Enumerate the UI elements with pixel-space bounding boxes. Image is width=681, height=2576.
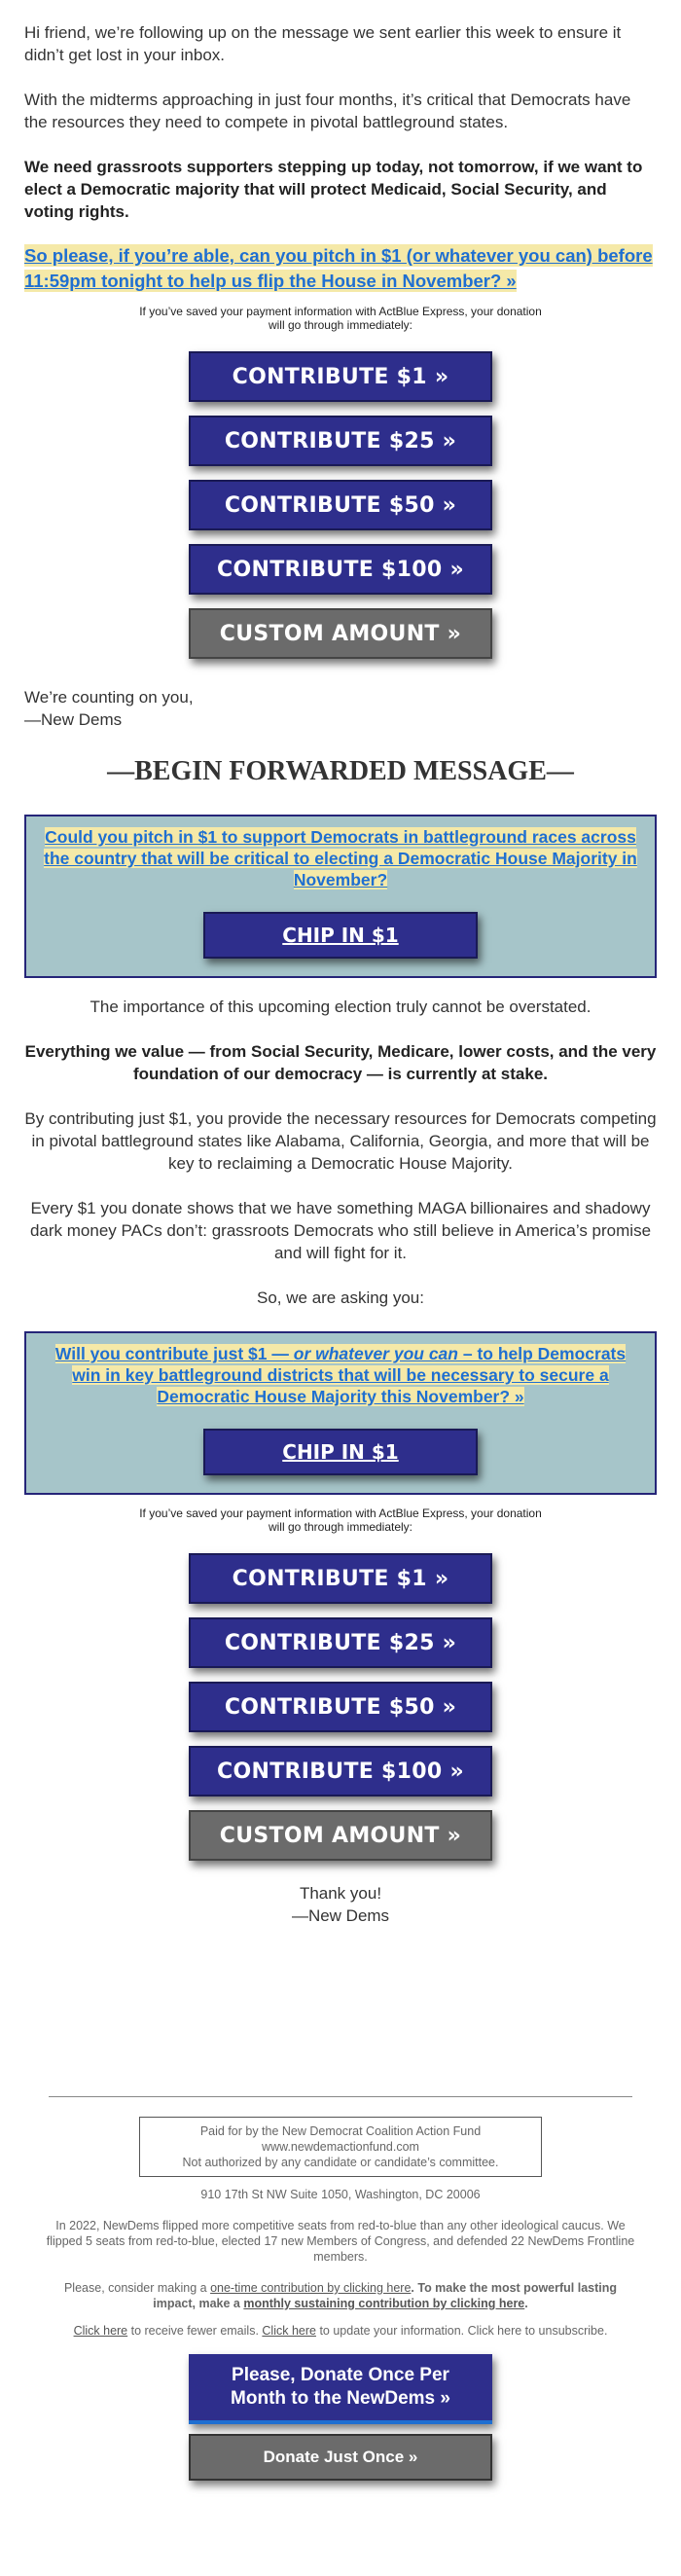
email-body	[0, 21, 681, 2481]
intro-paragraph-1: Hi friend, we’re following up on the message we sent earlier this week to ensure it didn’t get lost in your inbox.	[24, 23, 622, 64]
contribute-buttons-top	[24, 351, 657, 672]
express-note	[24, 305, 657, 332]
intro-link-paragraph	[24, 244, 657, 295]
express-note-2	[24, 1506, 657, 1534]
footer-about: In 2022, NewDems flipped more competitive seats from red-to-blue than any other ideological caucus. We flipped 5 seats from red-to-blue, elected 17 new Members of Congress, and defended 22 NewDems Frontline members.	[46, 2219, 635, 2264]
donate-once-button[interactable]: Donate Just Once »	[189, 2434, 492, 2481]
callout-box-2-link-part-2: – to help Democrats win in key battleground districts that will be necessary to secure a Democratic House Majority this November? »	[72, 1344, 627, 1406]
callout-box-1-link[interactable]: Could you pitch in $1 to support Democrats in battleground races across the country that will be critical to electing a Democratic House Majority in November?	[44, 827, 637, 889]
signoff-2-line-2: —New Dems	[291, 1906, 390, 1925]
fewer-emails-link[interactable]: Click here	[73, 2324, 128, 2338]
signoff-line-1: We’re counting on you,	[24, 688, 194, 707]
body2-paragraph-1: The importance of this upcoming election truly cannot be overstated.	[90, 998, 591, 1016]
express-note-2-line-2: will go through immediately:	[268, 1520, 413, 1534]
pitch-in-link[interactable]: So please, if you’re able, can you pitch in $1 (or whatever you can) before 11:59pm tonight to help us flip the House in November? »	[24, 245, 653, 291]
forwarded-message-heading: —BEGIN FORWARDED MESSAGE—	[107, 756, 574, 786]
footer-address: 910 17th St NW Suite 1050, Washington, DC 20006	[200, 2188, 481, 2201]
signoff-2	[24, 1882, 657, 1927]
footer-consider-text-1: Please, consider making a	[63, 2281, 211, 2295]
callout-box-2-link[interactable]	[55, 1344, 626, 1406]
contribute-1-button[interactable]: CONTRIBUTE $1 »	[189, 351, 492, 402]
contribute-100-button-bottom[interactable]: CONTRIBUTE $100 »	[189, 1746, 492, 1796]
intro-paragraph-3: We need grassroots supporters stepping up today, not tomorrow, if we want to elect a Democratic majority that will protect Medicaid, Social Security, and voting rights.	[24, 158, 643, 221]
contribute-100-button[interactable]: CONTRIBUTE $100 »	[189, 544, 492, 595]
custom-amount-button[interactable]: CUSTOM AMOUNT »	[189, 608, 492, 659]
footer-unsub-text-1: to receive fewer emails.	[127, 2324, 263, 2338]
contribute-50-button-bottom[interactable]: CONTRIBUTE $50 »	[189, 1682, 492, 1732]
one-time-contribution-link[interactable]: one-time contribution by clicking here	[210, 2281, 412, 2295]
custom-amount-button-bottom[interactable]: CUSTOM AMOUNT »	[189, 1810, 492, 1861]
body2-paragraph-4: Every $1 you donate shows that we have something MAGA billionaires and shadowy dark money PACs don’t: grassroots Democrats who still believe in America’s promise and will fight for it.	[29, 1199, 652, 1262]
footer-consider-text-3: .	[524, 2297, 528, 2310]
paid-for-disclaimer	[139, 2117, 542, 2177]
express-note-2-line-1: If you’ve saved your payment information with ActBlue Express, your donation	[139, 1506, 542, 1520]
paid-for-line-2: www.newdemactionfund.com	[262, 2140, 419, 2154]
body2-paragraph-3: By contributing just $1, you provide the necessary resources for Democrats competing in pivotal battleground states like Alabama, California, Georgia, and more that will be key to reclaiming a Democratic House Majority.	[24, 1109, 657, 1173]
body2-paragraph-5: So, we are asking you:	[257, 1288, 424, 1307]
chip-in-button-1[interactable]: CHIP IN $1	[203, 912, 478, 959]
express-note-line-2: will go through immediately:	[268, 318, 413, 332]
footer-unsub-text-2: to update your information. Click here to unsubscribe.	[315, 2324, 608, 2338]
paid-for-line-1: Paid for by the New Democrat Coalition Action Fund	[199, 2124, 482, 2138]
body2-paragraph-2: Everything we value — from Social Security, Medicare, lower costs, and the very foundation of our democracy — is currently at stake.	[24, 1042, 657, 1083]
callout-box-2-link-emphasis: or whatever you can	[293, 1344, 458, 1363]
callout-box-1	[24, 815, 657, 978]
express-note-line-1: If you’ve saved your payment information with ActBlue Express, your donation	[139, 305, 542, 318]
donate-monthly-button[interactable]: Please, Donate Once Per Month to the NewDems »	[189, 2354, 492, 2424]
intro-paragraph-2: With the midterms approaching in just four months, it’s critical that Democrats have the resources they need to compete in pivotal battleground states.	[24, 91, 631, 131]
footer-divider	[49, 2096, 632, 2097]
paid-for-line-3: Not authorized by any candidate or candidate’s committee.	[182, 2156, 499, 2169]
footer-consider-text-2: . To make the most powerful lasting impact, make a	[153, 2281, 618, 2310]
signoff-2-line-1: Thank you!	[299, 1884, 382, 1903]
contribute-25-button-bottom[interactable]: CONTRIBUTE $25 »	[189, 1617, 492, 1668]
contribute-25-button[interactable]: CONTRIBUTE $25 »	[189, 416, 492, 466]
update-info-link[interactable]: Click here	[262, 2324, 316, 2338]
monthly-contribution-link[interactable]: monthly sustaining contribution by clicking here	[243, 2297, 525, 2310]
callout-box-2-link-part-1: Will you contribute just $1 —	[54, 1344, 294, 1363]
footer-consider	[44, 2280, 637, 2311]
footer-unsubscribe	[24, 2323, 657, 2339]
contribute-1-button-bottom[interactable]: CONTRIBUTE $1 »	[189, 1553, 492, 1604]
callout-box-2	[24, 1331, 657, 1495]
signoff	[24, 686, 657, 731]
contribute-50-button[interactable]: CONTRIBUTE $50 »	[189, 480, 492, 530]
chip-in-button-2[interactable]: CHIP IN $1	[203, 1429, 478, 1475]
contribute-buttons-bottom	[24, 1553, 657, 1874]
signoff-line-2: —New Dems	[24, 710, 123, 729]
